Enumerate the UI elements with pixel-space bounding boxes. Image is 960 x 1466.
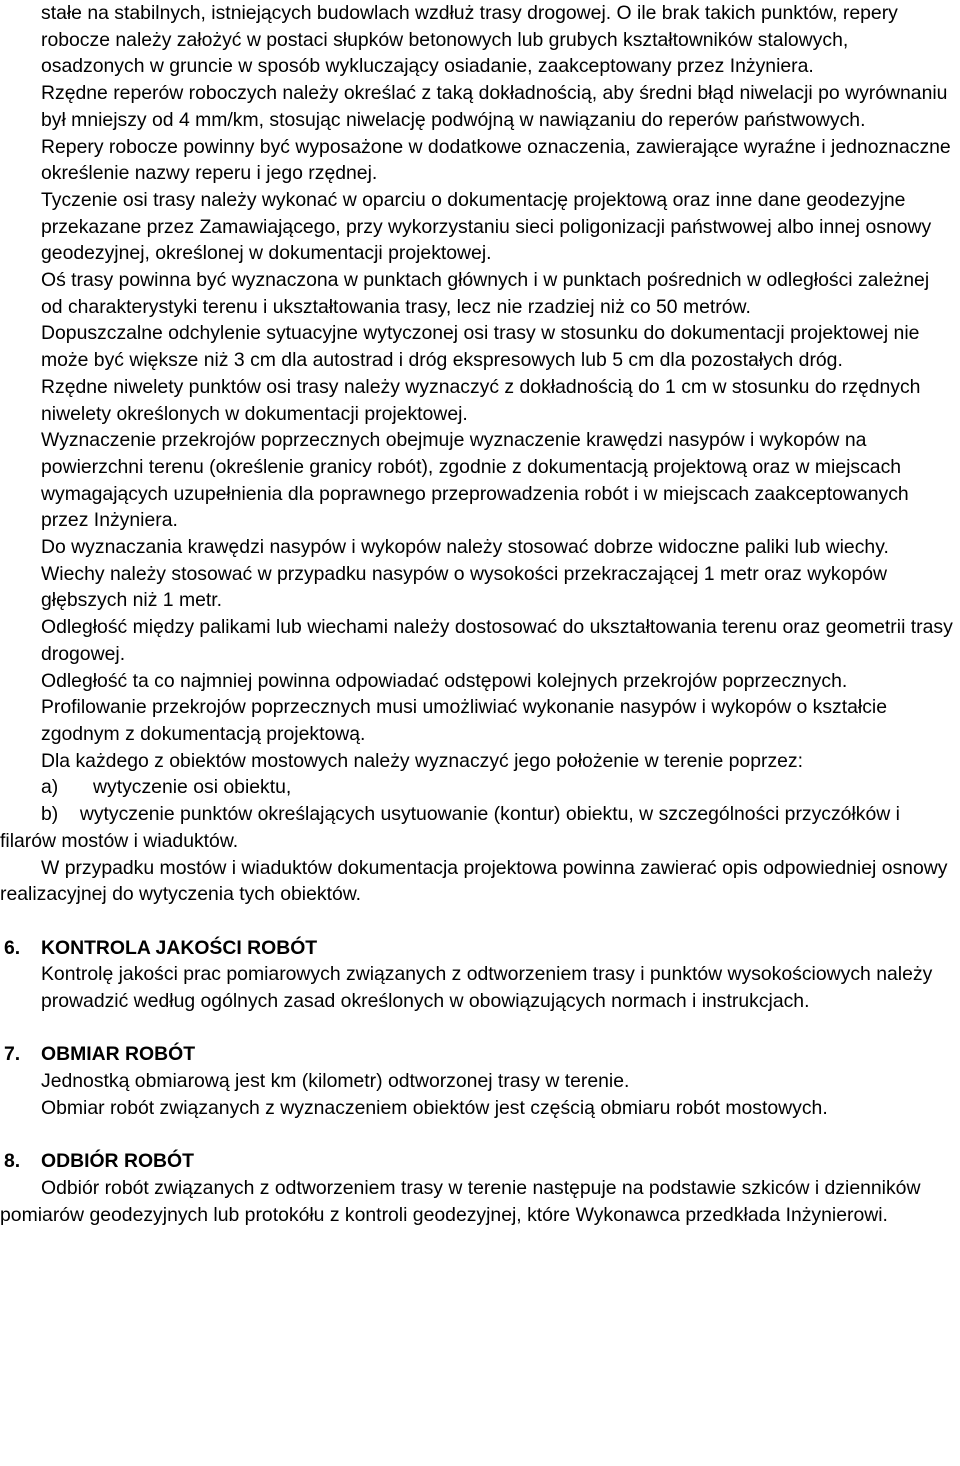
paragraph: Odbiór robót związanych z odtworzeniem trasy w terenie następuje na podstawie szkiców i dzienników pomiarów geodezyjnych lub protokółu z kontroli geodezyjnej, które Wykonawca przedkłada Inżynierowi. xyxy=(0,1176,921,1226)
list-item-text: wytyczenie osi obiektu, xyxy=(93,776,292,799)
paragraph: Jednostką obmiarową jest km (kilometr) odtworzonej trasy w terenie. xyxy=(41,1070,630,1093)
section-heading xyxy=(0,1041,960,1068)
section-number: 6. xyxy=(4,936,21,959)
paragraph: Odległość między palikami lub wiechami należy dostosować do ukształtowania terenu oraz geometrii trasy drogowej. xyxy=(41,616,953,665)
list-item-label: a) xyxy=(41,776,59,799)
paragraph: Profilowanie przekrojów poprzecznych musi umożliwiać wykonanie nasypów i wykopów o kształcie zgodnym z dokumentacją projektową. xyxy=(41,696,888,745)
list-item-text: wytyczenie punktów określających usytuowanie (kontur) obiektu, w szczególności przyczółków i filarów mostów i wiaduktów. xyxy=(0,803,900,852)
paragraph: Kontrolę jakości prac pomiarowych związanych z odtworzeniem trasy i punktów wysokościowych należy prowadzić według ogólnych zasad określonych w obowiązujących normach i instrukcjach. xyxy=(41,963,933,1012)
paragraph: Repery robocze powinny być wyposażone w dodatkowe oznaczenia, zawierające wyraźne i jednoznaczne określenie nazwy reperu i jego rzędnej. xyxy=(41,135,951,185)
list-item-label: b) xyxy=(41,803,59,826)
section-number: 7. xyxy=(4,1043,21,1066)
paragraph: Oś trasy powinna być wyznaczona w punktach głównych i w punktach pośrednich w odległości zależnej od charakterystyki terenu i ukształtowania trasy, lecz nie rzadziej niż co 50 metrów. xyxy=(41,269,930,318)
section-title: OBMIAR ROBÓT xyxy=(41,1043,196,1066)
paragraph: Obmiar robót związanych z wyznaczeniem obiektów jest częścią obmiaru robót mostowych. xyxy=(41,1096,828,1119)
list-item xyxy=(0,801,960,854)
section-heading xyxy=(0,935,960,962)
paragraph: Dla każdego z obiektów mostowych należy wyznaczyć jego położenie w terenie poprzez: xyxy=(41,749,804,772)
section-number: 8. xyxy=(4,1150,21,1173)
section-title: ODBIÓR ROBÓT xyxy=(41,1150,194,1173)
paragraph: Wiechy należy stosować w przypadku nasypów o wysokości przekraczającej 1 metr oraz wykopów głębszych niż 1 metr. xyxy=(41,562,887,612)
list-item xyxy=(0,774,960,801)
section-title: KONTROLA JAKOŚCI ROBÓT xyxy=(41,936,318,959)
paragraph: stałe na stabilnych, istniejących budowlach wzdłuż trasy drogowej. O ile brak takich punktów, repery robocze należy założyć w postaci słupków betonowych lub grubych kształtowników stalowych, osadzonych w gruncie w sposób wykluczający osiadanie, zaakceptowany przez Inżyniera. xyxy=(41,2,898,78)
paragraph: Odległość ta co najmniej powinna odpowiadać odstępowi kolejnych przekrojów poprzecznych. xyxy=(41,669,848,692)
paragraph: Dopuszczalne odchylenie sytuacyjne wytyczonej osi trasy w stosunku do dokumentacji projektowej nie może być większe niż 3 cm dla autostrad i dróg ekspresowych lub 5 cm dla pozostałych dróg. xyxy=(41,322,920,372)
paragraph: Rzędne niwelety punktów osi trasy należy wyznaczyć z dokładnością do 1 cm w stosunku do rzędnych niwelety określonych w dokumentacji projektowej. xyxy=(41,375,921,425)
section-heading xyxy=(0,1148,960,1175)
paragraph: Rzędne reperów roboczych należy określać z taką dokładnością, aby średni błąd niwelacji po wyrównaniu był mniejszy od 4 mm/km, stosując niwelację podwójną w nawiązaniu do reperów państwowych. xyxy=(41,82,948,131)
paragraph: Tyczenie osi trasy należy wykonać w oparciu o dokumentację projektową oraz inne dane geodezyjne przekazane przez Zamawiającego, przy wykorzystaniu sieci poligonizacji państwowej albo innej osnowy geodezyjnej, określonej w dokumentacji projektowej. xyxy=(41,188,932,265)
paragraph: W przypadku mostów i wiaduktów dokumentacja projektowa powinna zawierać opis odpowiedniej osnowy realizacyjnej do wytyczenia tych obiektów. xyxy=(0,856,948,906)
paragraph: Do wyznaczania krawędzi nasypów i wykopów należy stosować dobrze widoczne paliki lub wiechy. xyxy=(41,536,889,559)
paragraph: Wyznaczenie przekrojów poprzecznych obejmuje wyznaczenie krawędzi nasypów i wykopów na powierzchni terenu (określenie granicy robót), zgodnie z dokumentacją projektową oraz w miejscach wymagających uzupełnienia dla poprawnego przeprowadzenia robót i w miejscach zaakceptowanych przez Inżyniera. xyxy=(41,429,909,532)
